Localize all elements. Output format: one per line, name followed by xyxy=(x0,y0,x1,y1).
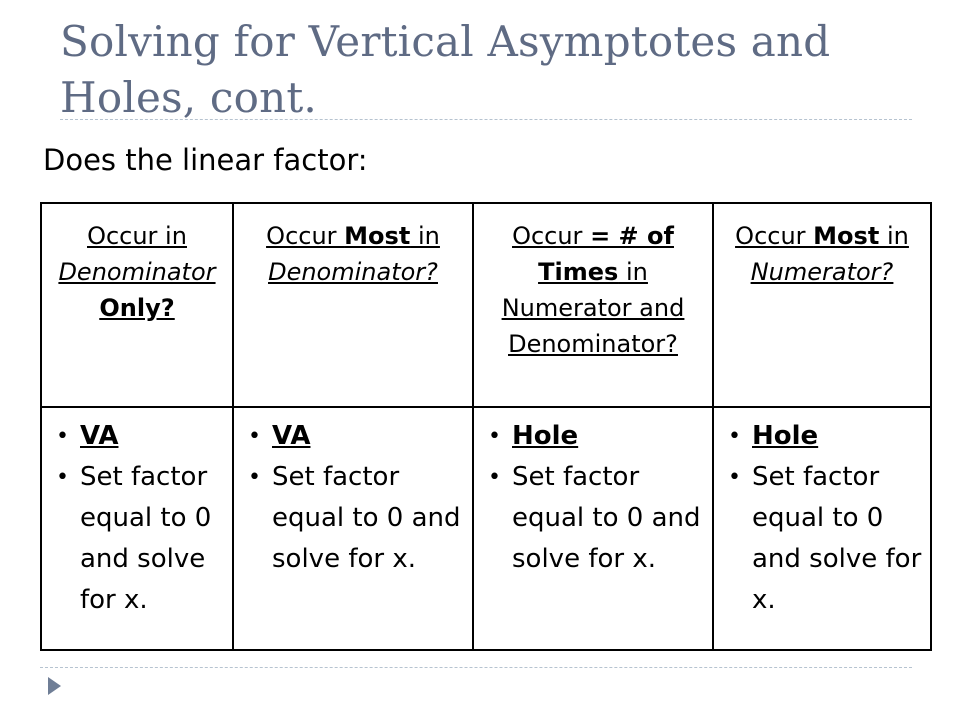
slide-subtitle: Does the linear factor: xyxy=(43,143,368,177)
body-cell-1 xyxy=(41,407,233,650)
list-item: • VA xyxy=(56,421,119,451)
header-cell-equal-times: Occur = # of Times in Numerator and Denominator? xyxy=(473,203,713,407)
list-item: • Set factor equal to 0 and solve for x. xyxy=(488,462,701,574)
triangle-right-icon xyxy=(48,677,61,695)
list-item: • VA xyxy=(248,421,311,451)
header-cell-most-numerator: Occur Most in Numerator? xyxy=(713,203,931,407)
body-cell-4 xyxy=(713,407,931,650)
list-item: • Hole xyxy=(728,421,819,451)
body-cell-3 xyxy=(473,407,713,650)
slide-title: Solving for Vertical Asymptotes and Holes, cont. xyxy=(60,17,831,122)
list-item: • Set factor equal to 0 and solve for x. xyxy=(728,462,922,615)
header-cell-denominator-only: Occur in Denominator Only? xyxy=(41,203,233,407)
list-item: • Set factor equal to 0 and solve for x. xyxy=(248,462,461,574)
list-item: • Set factor equal to 0 and solve for x. xyxy=(56,462,212,615)
body-row xyxy=(41,407,931,650)
footer-divider xyxy=(40,667,912,668)
header-cell-most-denominator: Occur Most in Denominator? xyxy=(233,203,473,407)
list-item: • Hole xyxy=(488,421,579,451)
title-divider xyxy=(60,119,912,120)
factor-table xyxy=(40,202,932,651)
header-row xyxy=(41,203,931,407)
body-cell-2 xyxy=(233,407,473,650)
